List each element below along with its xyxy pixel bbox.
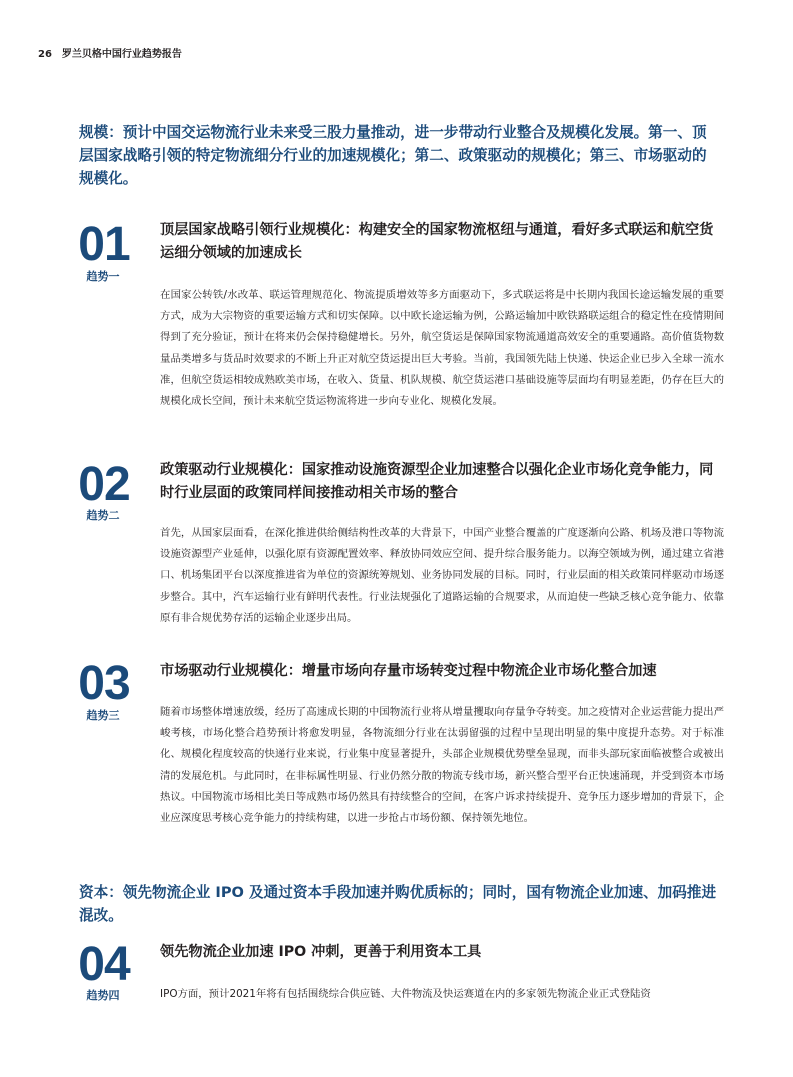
trend-body: IPO方面，预计2021年将有包括围绕综合供应链、大件物流及快运赛道在内的多家领先物流企业正式登陆资 — [160, 988, 651, 1000]
trend-body: 随着市场整体增速放缓，经历了高速成长期的中国物流行业将从增量攫取向存量争夺转变。加之疫情对企业运营能力提出严峻考核，市场化整合趋势预计将愈发明显，各物流细分行业在汰弱留强的过程中呈现出明显的集中度提升态势。对于标准化、规模化程度较高的快递行业来说，行业集中度显著提升，头部企业规模优势壁垒显现，而非头部玩家面临被整合或被出清的发展危机。与此同时，在非标属性明显、行业仍然分散的物流专线市场，新兴整合型平台正快速涌现，并受到资本市场热议。中国物流市场相比美日等成熟市场仍然具有持续整合的空间，在客户诉求持续提升、竞争压力逐步增加的背景下，企业应深度思考核心竞争能力的持续构建，以进一步抢占市场份额、保持领先地位。 — [160, 706, 724, 825]
trend-body: 首先，从国家层面看，在深化推进供给侧结构性改革的大背景下，中国产业整合覆盖的广度逐渐向公路、机场及港口等物流设施资源型产业延伸，以强化原有资源配置效率、释放协同效应空间、提升综合服务能力。以海空领域为例，通过建立省港口、机场集团平台以深度推进省为单位的资源统筹规划、业务协同发展的目标。同时，行业层面的相关政策同样驱动市场逐步整合。其中，汽车运输行业有鲜明代表性。行业法规强化了道路运输的合规要求，从而迫使一些缺乏核心竞争能力、依靠原有非合规优势存活的运输企业逐步出局。 — [160, 527, 724, 624]
page-number: 26 — [38, 49, 52, 60]
trend-number: 03 — [78, 657, 130, 710]
page-header — [38, 45, 182, 60]
trend-number: 04 — [78, 938, 130, 991]
trend-body: 在国家公转铁/水改革、联运管理规范化、物流提质增效等多方面驱动下，多式联运将是中长期内我国长途运输发展的重要方式，成为大宗物资的重要运输方式和切实保障。以中欧长途运输为例，公路运输加中欧铁路联运组合的稳定性在疫情期间得到了充分验证，预计在将来仍会保持稳健增长。另外，航空货运是保障国家物流通道高效安全的重要通路。高价值货物数量品类增多与货品时效要求的不断上升正对航空货运提出巨大考验。当前，我国领先陆上快递、快运企业已步入全球一流水准，但航空货运相较成熟欧美市场，在收入、货量、机队规模、航空货运港口基础设施等层面均有明显差距，仍存在巨大的规模化成长空间，预计未来航空货运物流将进一步向专业化、规模化发展。 — [160, 289, 724, 408]
trend-label: 趋势四 — [86, 989, 120, 1002]
report-title: 罗兰贝格中国行业趋势报告 — [61, 49, 182, 60]
trend-number: 02 — [78, 458, 130, 511]
trend-label: 趋势一 — [86, 270, 120, 283]
trend-title: 领先物流企业加速 IPO 冲刺，更善于利用资本工具 — [160, 944, 482, 960]
section-heading-capital: 资本：领先物流企业 IPO 及通过资本手段加速并购优质标的；同时，国有物流企业加速、加码推进混改。 — [79, 884, 717, 924]
trend-label: 趋势三 — [86, 709, 120, 722]
trend-title: 政策驱动行业规模化：国家推动设施资源型企业加速整合以强化企业市场化竞争能力，同时行业层面的政策同样间接推动相关市场的整合 — [160, 462, 714, 501]
trend-label: 趋势二 — [86, 509, 120, 522]
trend-title: 市场驱动行业规模化：增量市场向存量市场转变过程中物流企业市场化整合加速 — [160, 663, 657, 679]
trend-number: 01 — [78, 218, 130, 271]
section-heading-scale: 规模：预计中国交运物流行业未来受三股力量推动，进一步带动行业整合及规模化发展。第一、顶层国家战略引领的特定物流细分行业的加速规模化；第二、政策驱动的规模化；第三、市场驱动的规模化。 — [79, 124, 707, 187]
trend-title: 顶层国家战略引领行业规模化：构建安全的国家物流枢纽与通道，看好多式联运和航空货运细分领域的加速成长 — [160, 222, 714, 261]
